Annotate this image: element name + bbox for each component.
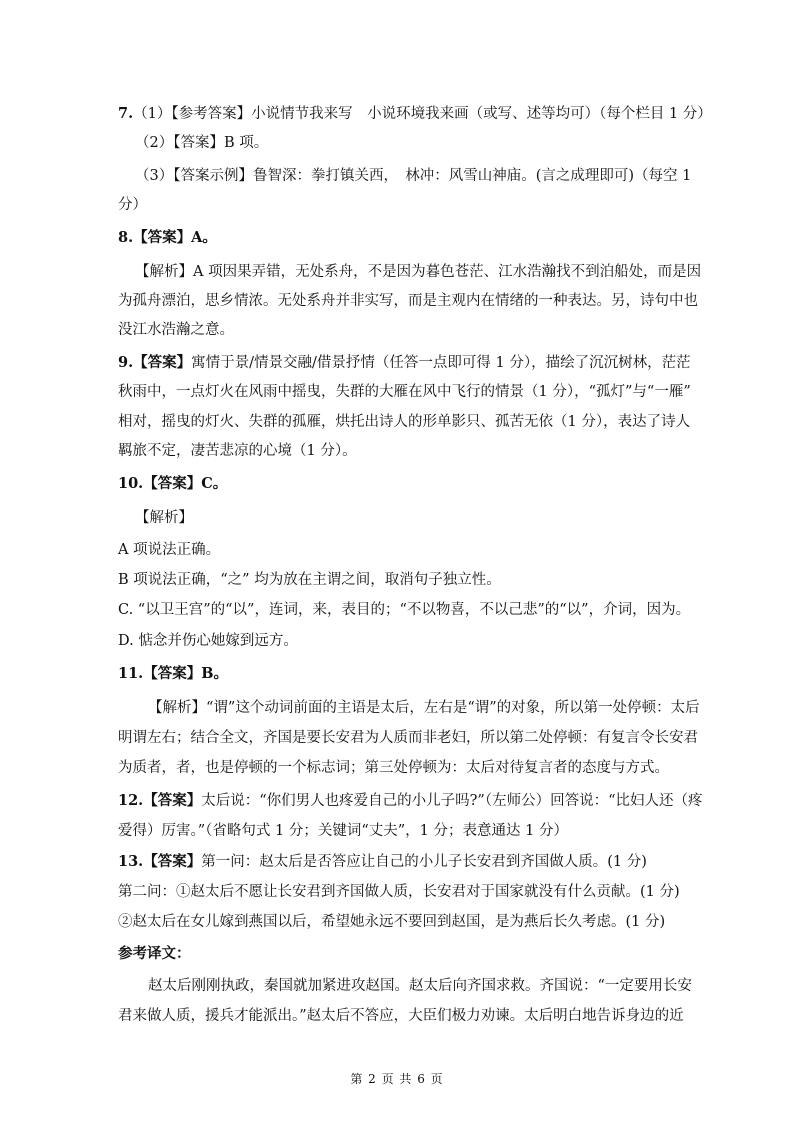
- q9-answer-3: 相对，摇曳的灯火、失群的孤雁，烘托出诗人的形单影只、孤苦无依（1 分），表达了诗人: [118, 414, 691, 430]
- q11-analysis-3: 为质者，者，也是停顿的一个标志词；第三处停顿为：太后对待复言者的态度与方式。: [118, 760, 669, 776]
- q12-answer-1: 12.【答案】太后说：“你们男人也疼爱自己的小儿子吗?”（左师公）回答说：“比妇人还（疼: [118, 792, 703, 809]
- q8-analysis-2: 为孤舟漂泊，思乡情浓。无处系舟并非实写，而是主观内在情绪的一种表达。另，诗句中也: [118, 293, 698, 309]
- q11-answer: 11.【答案】B。: [118, 665, 228, 682]
- q7-part2: （2）【答案】B 项。: [135, 135, 269, 151]
- q10-option-c: C. “以卫王宫”的“以”，连词，来，表目的；“不以物喜，不以己悲”的“以”，介词，因为。: [118, 602, 691, 618]
- translation-line-1: 赵太后刚刚执政，秦国就加紧进攻赵国。赵太后向齐国求救。齐国说：“一定要用长安: [148, 978, 692, 994]
- q9-answer-2: 秋雨中，一点灯火在风雨中摇曳，失群的大雁在风中飞行的情景（1 分），“孤灯”与“一雁”: [118, 384, 691, 400]
- q10-option-b: B 项说法正确，“之” 均为放在主谓之间，取消句子独立性。: [118, 572, 501, 588]
- translation-line-2: 君来做人质，援兵才能派出。”赵太后不答应，大臣们极力劝谏。太后明白地告诉身边的近: [118, 1008, 684, 1024]
- q8-analysis-3: 没江水浩瀚之意。: [118, 322, 234, 338]
- q13-answer-3: ②赵太后在女儿嫁到燕国以后，希望她永远不要回到赵国，是为燕后长久考虑。(1 分): [118, 914, 666, 930]
- q11-analysis-2: 明谓左右；结合全文，齐国是要长安君为人质而非老妇，所以第二处停顿：有复言令长安君: [118, 730, 698, 746]
- q7-part3: （3）【答案示例】鲁智深：拳打镇关西， 林冲：风雪山神庙。(言之成理即可)（每空 1: [135, 168, 692, 184]
- q12-answer-2: 爱得）厉害。”（省略句式 1 分；关键词“丈夫”，1 分；表意通达 1 分）: [118, 823, 568, 839]
- reference-translation-title: 参考译文：: [118, 945, 191, 962]
- q10-answer: 10.【答案】C。: [118, 475, 228, 492]
- q13-answer-2: 第二问：①赵太后不愿让长安君到齐国做人质，长安君对于国家就没有什么贡献。(1 分): [118, 884, 680, 900]
- q8-answer: 8.【答案】A。: [118, 229, 217, 246]
- q8-analysis-1: 【解析】A 项因果弄错，无处系舟，不是因为暮色苍茫、江水浩瀚找不到泊船处，而是因: [135, 264, 702, 280]
- q13-answer-1: 13.【答案】第一问：赵太后是否答应让自己的小儿子长安君到齐国做人质。(1 分): [118, 853, 647, 870]
- q7-part1: 7.（1）【参考答案】小说情节我来写 小说环境我来画（或写、述等均可）（每个栏目 1 分）: [118, 105, 712, 122]
- page-footer: 第 2 页 共 6 页: [350, 1072, 444, 1086]
- q10-option-d: D. 惦念并伤心她嫁到远方。: [118, 633, 298, 649]
- q9-answer-1: 9.【答案】寓情于景/情景交融/借景抒情（任答一点即可得 1 分），描绘了沉沉树林，茫茫: [118, 354, 691, 371]
- q7-part3-cont: 分）: [118, 197, 147, 213]
- q10-option-a: A 项说法正确。: [118, 542, 221, 558]
- q9-answer-4: 羁旅不定，凄苦悲凉的心境（1 分）。: [118, 443, 357, 459]
- q10-analysis-label: 【解析】: [135, 510, 193, 526]
- q11-analysis-1: 【解析】“谓”这个动词前面的主语是太后，左右是“谓”的对象，所以第一处停顿：太后: [148, 700, 700, 716]
